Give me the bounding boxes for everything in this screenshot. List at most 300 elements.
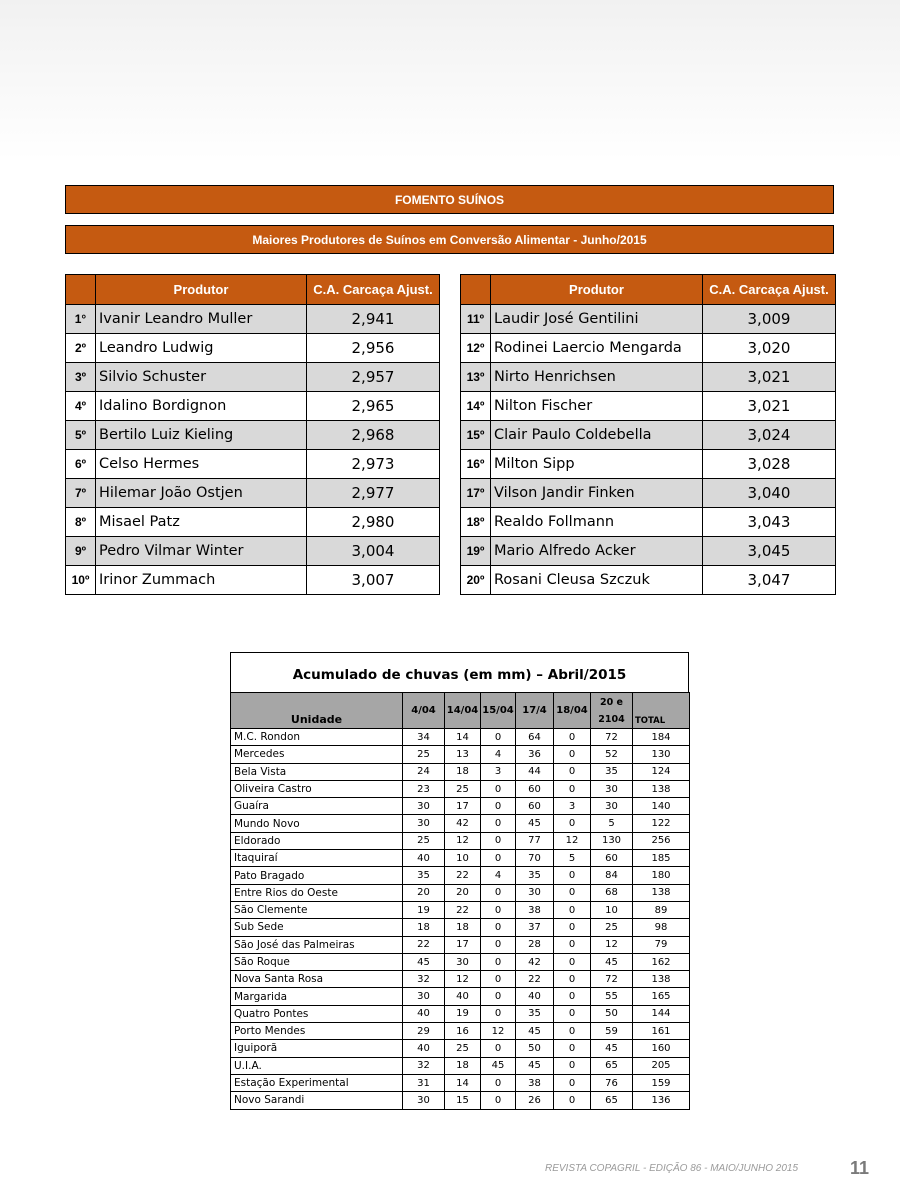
rain-value: 65 <box>591 1092 633 1109</box>
rain-value: 55 <box>591 988 633 1005</box>
rain-unit-name: U.I.A. <box>231 1057 403 1074</box>
rank-header-blank <box>461 275 491 305</box>
rain-value: 24 <box>403 763 445 780</box>
page-number: 11 <box>850 1158 870 1178</box>
rank-position: 11º <box>461 305 491 334</box>
rain-value: 84 <box>591 867 633 884</box>
rank-position: 8º <box>66 508 96 537</box>
rain-row <box>231 815 690 832</box>
rain-value: 0 <box>554 763 591 780</box>
subtitle-banner: Maiores Produtores de Suínos em Conversão Alimentar - Junho/2015 <box>65 225 834 254</box>
rain-value: 0 <box>481 1074 516 1091</box>
rain-value: 22 <box>445 901 481 918</box>
rain-table-title: Acumulado de chuvas (em mm) – Abril/2015 <box>230 652 689 692</box>
rain-row <box>231 1057 690 1074</box>
rain-value: 45 <box>591 953 633 970</box>
rain-value: 0 <box>554 936 591 953</box>
producer-name: Vilson Jandir Finken <box>491 479 703 508</box>
rain-value: 0 <box>481 780 516 797</box>
rain-value: 0 <box>481 988 516 1005</box>
rain-row <box>231 1092 690 1109</box>
rain-value: 16 <box>445 1023 481 1040</box>
rain-row <box>231 936 690 953</box>
rain-value: 18 <box>445 763 481 780</box>
rain-unit-name: Margarida <box>231 988 403 1005</box>
rain-row <box>231 832 690 849</box>
rain-value: 0 <box>554 988 591 1005</box>
rank-position: 10º <box>66 566 96 595</box>
rain-value: 0 <box>481 832 516 849</box>
rain-total: 130 <box>633 746 690 763</box>
rain-value: 14 <box>445 1074 481 1091</box>
rain-header-date: 14/04 <box>445 693 481 729</box>
rain-unit-name: Entre Rios do Oeste <box>231 884 403 901</box>
rain-unit-name: Pato Bragado <box>231 867 403 884</box>
rank-position: 16º <box>461 450 491 479</box>
rain-value: 0 <box>481 901 516 918</box>
ca-value: 3,004 <box>307 537 440 566</box>
rain-row <box>231 798 690 815</box>
rain-header-total: TOTAL <box>633 693 690 729</box>
producer-name: Irinor Zummach <box>96 566 307 595</box>
rain-value: 0 <box>554 884 591 901</box>
ranking-row <box>66 566 440 595</box>
rain-value: 12 <box>554 832 591 849</box>
rain-value: 32 <box>403 1057 445 1074</box>
rain-value: 60 <box>591 850 633 867</box>
ca-value: 2,977 <box>307 479 440 508</box>
rain-header-date: 15/04 <box>481 693 516 729</box>
rank-position: 15º <box>461 421 491 450</box>
rain-unit-name: Mundo Novo <box>231 815 403 832</box>
rain-total: 138 <box>633 780 690 797</box>
rain-value: 0 <box>481 936 516 953</box>
producer-name: Milton Sipp <box>491 450 703 479</box>
rain-unit-name: Iguiporã <box>231 1040 403 1057</box>
producer-name: Misael Patz <box>96 508 307 537</box>
rain-value: 45 <box>516 1023 554 1040</box>
rain-value: 3 <box>554 798 591 815</box>
producer-name: Realdo Follmann <box>491 508 703 537</box>
rain-value: 0 <box>481 953 516 970</box>
rain-value: 12 <box>445 832 481 849</box>
rain-unit-name: Porto Mendes <box>231 1023 403 1040</box>
rain-unit-name: Novo Sarandi <box>231 1092 403 1109</box>
rain-value: 4 <box>481 746 516 763</box>
rank-position: 9º <box>66 537 96 566</box>
rain-value: 0 <box>554 971 591 988</box>
rain-value: 34 <box>403 729 445 746</box>
rain-value: 0 <box>554 1005 591 1022</box>
rain-value: 4 <box>481 867 516 884</box>
rain-value: 18 <box>445 919 481 936</box>
ranking-row <box>461 334 836 363</box>
rain-value: 30 <box>403 1092 445 1109</box>
rain-value: 0 <box>481 971 516 988</box>
rain-unit-name: Oliveira Castro <box>231 780 403 797</box>
ranking-row <box>461 479 836 508</box>
rain-header-row <box>231 693 690 729</box>
ca-value: 2,957 <box>307 363 440 392</box>
ranking-row <box>461 421 836 450</box>
rain-value: 40 <box>445 988 481 1005</box>
rain-value: 25 <box>445 780 481 797</box>
rain-value: 35 <box>516 867 554 884</box>
produtor-header: Produtor <box>491 275 703 305</box>
rain-value: 30 <box>445 953 481 970</box>
rain-header-date: 17/4 <box>516 693 554 729</box>
rain-value: 0 <box>554 815 591 832</box>
rank-position: 5º <box>66 421 96 450</box>
rain-value: 0 <box>481 729 516 746</box>
rank-position: 7º <box>66 479 96 508</box>
producer-name: Ivanir Leandro Muller <box>96 305 307 334</box>
ca-value: 3,045 <box>703 537 836 566</box>
rain-value: 42 <box>516 953 554 970</box>
rain-value: 77 <box>516 832 554 849</box>
rain-value: 25 <box>445 1040 481 1057</box>
rain-value: 32 <box>403 971 445 988</box>
rain-total: 184 <box>633 729 690 746</box>
ranking-row <box>461 537 836 566</box>
ranking-table-left <box>65 274 440 595</box>
ranking-row <box>461 392 836 421</box>
rain-total: 256 <box>633 832 690 849</box>
rain-value: 64 <box>516 729 554 746</box>
producer-name: Bertilo Luiz Kieling <box>96 421 307 450</box>
rain-table-body <box>231 729 690 1110</box>
rain-value: 59 <box>591 1023 633 1040</box>
rain-table-container <box>230 652 689 1110</box>
ca-value: 3,047 <box>703 566 836 595</box>
rain-value: 70 <box>516 850 554 867</box>
rain-total: 138 <box>633 971 690 988</box>
rain-value: 18 <box>403 919 445 936</box>
ca-header: C.A. Carcaça Ajust. <box>307 275 440 305</box>
rain-unit-name: Sub Sede <box>231 919 403 936</box>
rain-value: 35 <box>516 1005 554 1022</box>
producer-name: Mario Alfredo Acker <box>491 537 703 566</box>
ca-value: 3,021 <box>703 363 836 392</box>
rain-row <box>231 919 690 936</box>
rain-value: 30 <box>403 815 445 832</box>
rain-value: 29 <box>403 1023 445 1040</box>
ca-value: 3,009 <box>703 305 836 334</box>
rain-value: 17 <box>445 936 481 953</box>
rain-value: 130 <box>591 832 633 849</box>
rain-value: 0 <box>554 1023 591 1040</box>
rain-value: 45 <box>516 815 554 832</box>
rain-row <box>231 988 690 1005</box>
rain-unit-name: Estação Experimental <box>231 1074 403 1091</box>
rain-value: 40 <box>403 1040 445 1057</box>
rain-value: 0 <box>554 901 591 918</box>
rain-total: 159 <box>633 1074 690 1091</box>
rain-value: 5 <box>554 850 591 867</box>
producer-name: Celso Hermes <box>96 450 307 479</box>
rain-total: 160 <box>633 1040 690 1057</box>
rain-value: 0 <box>554 919 591 936</box>
ranking-row <box>66 392 440 421</box>
rain-unit-name: Bela Vista <box>231 763 403 780</box>
rain-value: 45 <box>403 953 445 970</box>
rank-position: 3º <box>66 363 96 392</box>
rain-value: 15 <box>445 1092 481 1109</box>
rain-value: 40 <box>403 1005 445 1022</box>
rank-position: 17º <box>461 479 491 508</box>
rain-value: 0 <box>481 1092 516 1109</box>
ca-value: 3,040 <box>703 479 836 508</box>
rank-position: 13º <box>461 363 491 392</box>
rain-value: 0 <box>554 746 591 763</box>
rain-value: 10 <box>591 901 633 918</box>
rain-value: 50 <box>516 1040 554 1057</box>
rain-value: 10 <box>445 850 481 867</box>
ranking-body-left <box>66 305 440 595</box>
rain-row <box>231 867 690 884</box>
rain-value: 13 <box>445 746 481 763</box>
rain-value: 40 <box>403 850 445 867</box>
top-gradient <box>0 0 900 160</box>
rain-value: 0 <box>554 1040 591 1057</box>
ca-value: 3,028 <box>703 450 836 479</box>
rain-value: 68 <box>591 884 633 901</box>
rain-value: 5 <box>591 815 633 832</box>
rank-position: 6º <box>66 450 96 479</box>
rain-row <box>231 971 690 988</box>
rain-value: 37 <box>516 919 554 936</box>
rain-value: 0 <box>481 884 516 901</box>
rain-value: 12 <box>481 1023 516 1040</box>
ca-value: 3,007 <box>307 566 440 595</box>
rain-row <box>231 953 690 970</box>
rain-unit-name: Guaíra <box>231 798 403 815</box>
ranking-row <box>66 421 440 450</box>
rain-value: 25 <box>591 919 633 936</box>
ranking-row <box>461 566 836 595</box>
rain-value: 0 <box>554 1057 591 1074</box>
rain-value: 20 <box>445 884 481 901</box>
rain-unit-name: Eldorado <box>231 832 403 849</box>
ca-value: 2,973 <box>307 450 440 479</box>
rain-value: 22 <box>445 867 481 884</box>
producer-name: Pedro Vilmar Winter <box>96 537 307 566</box>
rank-position: 4º <box>66 392 96 421</box>
rain-unit-name: Nova Santa Rosa <box>231 971 403 988</box>
rain-row <box>231 746 690 763</box>
rain-row <box>231 1005 690 1022</box>
rain-row <box>231 1040 690 1057</box>
rank-position: 19º <box>461 537 491 566</box>
rain-value: 60 <box>516 780 554 797</box>
rain-value: 0 <box>481 919 516 936</box>
rain-total: 144 <box>633 1005 690 1022</box>
rain-unit-name: São José das Palmeiras <box>231 936 403 953</box>
rain-total: 180 <box>633 867 690 884</box>
rain-row <box>231 780 690 797</box>
rain-value: 0 <box>554 780 591 797</box>
rain-total: 136 <box>633 1092 690 1109</box>
rain-value: 22 <box>403 936 445 953</box>
producer-name: Silvio Schuster <box>96 363 307 392</box>
ca-value: 3,043 <box>703 508 836 537</box>
rank-position: 20º <box>461 566 491 595</box>
rain-value: 30 <box>516 884 554 901</box>
rank-position: 14º <box>461 392 491 421</box>
rain-value: 50 <box>591 1005 633 1022</box>
rain-value: 40 <box>516 988 554 1005</box>
rain-header-unidade: Unidade <box>231 693 403 729</box>
ranking-row <box>66 450 440 479</box>
rain-value: 42 <box>445 815 481 832</box>
rain-value: 23 <box>403 780 445 797</box>
ranking-row <box>66 305 440 334</box>
producer-name: Hilemar João Ostjen <box>96 479 307 508</box>
ranking-row <box>461 450 836 479</box>
rain-value: 60 <box>516 798 554 815</box>
rain-value: 0 <box>481 1005 516 1022</box>
rain-value: 26 <box>516 1092 554 1109</box>
rain-header-date: 20 e 2104 <box>591 693 633 729</box>
rain-unit-name: Quatro Pontes <box>231 1005 403 1022</box>
rain-row <box>231 884 690 901</box>
rain-total: 79 <box>633 936 690 953</box>
producer-name: Leandro Ludwig <box>96 334 307 363</box>
rain-total: 98 <box>633 919 690 936</box>
rain-value: 52 <box>591 746 633 763</box>
ranking-row <box>461 305 836 334</box>
producer-name: Laudir José Gentilini <box>491 305 703 334</box>
ranking-row <box>461 508 836 537</box>
ca-value: 2,956 <box>307 334 440 363</box>
rain-value: 38 <box>516 901 554 918</box>
rain-value: 22 <box>516 971 554 988</box>
ca-value: 2,980 <box>307 508 440 537</box>
rain-total: 185 <box>633 850 690 867</box>
ranking-table-right <box>460 274 836 595</box>
rain-value: 0 <box>554 1074 591 1091</box>
rain-total: 122 <box>633 815 690 832</box>
rain-value: 0 <box>481 815 516 832</box>
producer-name: Nilton Fischer <box>491 392 703 421</box>
producer-name: Idalino Bordignon <box>96 392 307 421</box>
ca-value: 3,021 <box>703 392 836 421</box>
rain-value: 14 <box>445 729 481 746</box>
ranking-row <box>66 334 440 363</box>
ranking-row <box>66 479 440 508</box>
rain-unit-name: Itaquiraí <box>231 850 403 867</box>
rain-value: 0 <box>554 867 591 884</box>
rain-total: 140 <box>633 798 690 815</box>
rain-value: 3 <box>481 763 516 780</box>
rain-total: 165 <box>633 988 690 1005</box>
rain-value: 28 <box>516 936 554 953</box>
rank-header-blank <box>66 275 96 305</box>
rain-value: 0 <box>554 1092 591 1109</box>
rain-value: 30 <box>591 780 633 797</box>
rain-value: 65 <box>591 1057 633 1074</box>
rain-value: 30 <box>403 988 445 1005</box>
rain-value: 72 <box>591 971 633 988</box>
rain-header-date: 4/04 <box>403 693 445 729</box>
rank-position: 12º <box>461 334 491 363</box>
rain-value: 36 <box>516 746 554 763</box>
rain-value: 0 <box>481 1040 516 1057</box>
rain-value: 0 <box>481 850 516 867</box>
rain-value: 0 <box>481 798 516 815</box>
rain-total: 89 <box>633 901 690 918</box>
rain-unit-name: São Clemente <box>231 901 403 918</box>
rain-row <box>231 729 690 746</box>
rain-total: 205 <box>633 1057 690 1074</box>
footer-text: REVISTA COPAGRIL - EDIÇÃO 86 - MAIO/JUNHO 2015 <box>545 1163 799 1174</box>
ranking-body-right <box>461 305 836 595</box>
rain-value: 0 <box>554 953 591 970</box>
rain-value: 31 <box>403 1074 445 1091</box>
rank-position: 18º <box>461 508 491 537</box>
rain-total: 162 <box>633 953 690 970</box>
rain-value: 76 <box>591 1074 633 1091</box>
ca-value: 2,965 <box>307 392 440 421</box>
rain-unit-name: M.C. Rondon <box>231 729 403 746</box>
rain-row <box>231 763 690 780</box>
rain-total: 124 <box>633 763 690 780</box>
ca-value: 3,020 <box>703 334 836 363</box>
rain-total: 161 <box>633 1023 690 1040</box>
rain-row <box>231 1074 690 1091</box>
rain-value: 38 <box>516 1074 554 1091</box>
rain-value: 19 <box>445 1005 481 1022</box>
rain-value: 12 <box>591 936 633 953</box>
producer-name: Rodinei Laercio Mengarda <box>491 334 703 363</box>
rain-row <box>231 901 690 918</box>
rain-value: 72 <box>591 729 633 746</box>
rain-value: 20 <box>403 884 445 901</box>
rain-value: 17 <box>445 798 481 815</box>
rain-table <box>230 692 690 1110</box>
rain-unit-name: Mercedes <box>231 746 403 763</box>
ca-value: 2,941 <box>307 305 440 334</box>
rain-value: 45 <box>481 1057 516 1074</box>
rain-row <box>231 850 690 867</box>
rain-value: 18 <box>445 1057 481 1074</box>
rain-value: 45 <box>591 1040 633 1057</box>
ranking-row <box>66 508 440 537</box>
ca-value: 3,024 <box>703 421 836 450</box>
rain-header-date: 18/04 <box>554 693 591 729</box>
rank-position: 1° <box>66 305 96 334</box>
rain-value: 25 <box>403 746 445 763</box>
rain-value: 30 <box>591 798 633 815</box>
rain-value: 45 <box>516 1057 554 1074</box>
rain-unit-name: São Roque <box>231 953 403 970</box>
rain-value: 30 <box>403 798 445 815</box>
rain-total: 138 <box>633 884 690 901</box>
rain-value: 12 <box>445 971 481 988</box>
rain-value: 25 <box>403 832 445 849</box>
producer-name: Clair Paulo Coldebella <box>491 421 703 450</box>
ca-value: 2,968 <box>307 421 440 450</box>
producer-name: Nirto Henrichsen <box>491 363 703 392</box>
rain-value: 35 <box>591 763 633 780</box>
ranking-row <box>461 363 836 392</box>
ranking-row <box>66 363 440 392</box>
rain-value: 0 <box>554 729 591 746</box>
producer-name: Rosani Cleusa Szczuk <box>491 566 703 595</box>
rain-value: 44 <box>516 763 554 780</box>
produtor-header: Produtor <box>96 275 307 305</box>
ranking-row <box>66 537 440 566</box>
